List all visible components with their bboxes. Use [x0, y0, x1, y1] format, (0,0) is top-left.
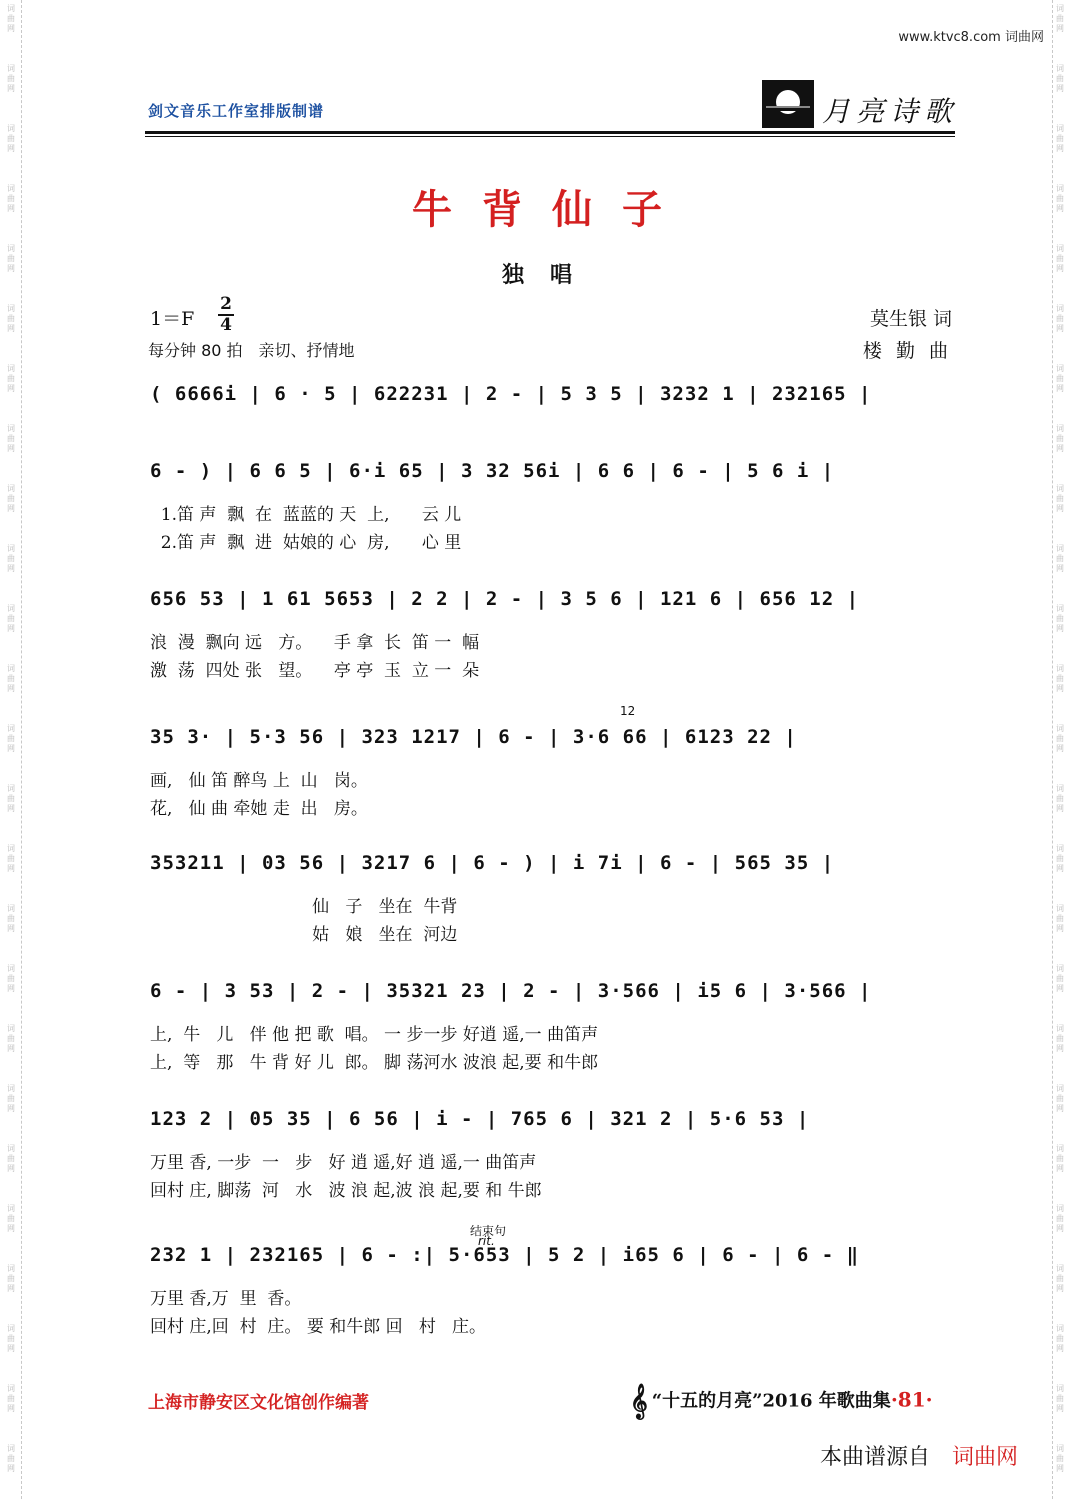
- treble-clef-icon: 𝄞: [630, 1384, 648, 1419]
- watermark-glyph: 词 曲 网: [1056, 664, 1064, 693]
- watermark-glyph: 词 曲 网: [1056, 604, 1064, 633]
- watermark-glyph: 词 曲 网: [1056, 124, 1064, 153]
- tempo-marking: 每分钟 80 拍 亲切、抒情地: [148, 341, 355, 360]
- watermark-glyph: 词 曲 网: [7, 364, 15, 393]
- lyric-verse-2: 花, 仙 曲 牵她 走 出 房。: [150, 799, 368, 819]
- time-top: 2: [220, 294, 232, 314]
- watermark-glyph: 词 曲 网: [1056, 1144, 1064, 1173]
- lyric-verse-2: 上, 等 那 牛 背 好 儿 郎。 脚 荡河水 波浪 起,要 和牛郎: [150, 1053, 599, 1073]
- watermark-glyph: 词 曲 网: [7, 184, 15, 213]
- watermark-glyph: 词 曲 网: [1056, 244, 1064, 273]
- section-mark: 结束句: [470, 1224, 507, 1238]
- notation-line: ( 6666i | 6 · 5 | 622231 | 2 - | 5 3 5 | 3232 1 | 232165 |: [150, 383, 872, 405]
- watermark-glyph: 词 曲 网: [7, 424, 15, 453]
- song-subtitle: 独唱: [501, 262, 598, 288]
- watermark-glyph: 词 曲 网: [1056, 184, 1064, 213]
- watermark-glyph: 词 曲 网: [7, 1084, 15, 1113]
- lyric-verse-2: 激 荡 四处 张 望。 亭 亭 玉 立 一 朵: [150, 661, 480, 681]
- song-title: 牛背仙子: [412, 186, 692, 233]
- watermark-glyph: 词 曲 网: [7, 64, 15, 93]
- publisher: 上海市静安区文化馆创作编著: [148, 1393, 369, 1413]
- notation-line: 353211 | 03 56 | 3217 6 | 6 - ) | i 7i | 6 - | 565 35 |: [150, 852, 835, 874]
- lyric-verse-2: 回村 庄, 脚荡 河 水 波 浪 起,波 浪 起,要 和 牛郎: [150, 1181, 542, 1201]
- watermark-glyph: 词 曲 网: [1056, 1264, 1064, 1293]
- watermark-glyph: 词 曲 网: [7, 964, 15, 993]
- watermark-glyph: 词 曲 网: [7, 124, 15, 153]
- watermark-glyph: 词 曲 网: [1056, 844, 1064, 873]
- collection-name: “十五的月亮”2016 年歌曲集: [651, 1390, 891, 1412]
- watermark-glyph: 词 曲 网: [1056, 1444, 1064, 1473]
- watermark-glyph: 词 曲 网: [1056, 964, 1064, 993]
- lyric-verse-1: 上, 牛 儿 伴 他 把 歌 唱。 一 步一步 好逍 遥,一 曲笛声: [150, 1025, 599, 1045]
- lyric-verse-2: 姑 娘 坐在 河边: [150, 925, 458, 945]
- watermark-glyph: 词 曲 网: [7, 244, 15, 273]
- watermark-glyph: 词 曲 网: [1056, 1084, 1064, 1113]
- watermark-glyph: 词 曲 网: [1056, 424, 1064, 453]
- lyric-verse-1: 仙 子 坐在 牛背: [150, 897, 458, 917]
- watermark-glyph: 词 曲 网: [1056, 1324, 1064, 1353]
- section-mark: 12: [620, 704, 636, 718]
- notation-line: 35 3· | 5·3 56 | 323 1217 | 6 - | 3·6 66 | 6123 22 |: [150, 726, 797, 748]
- studio-credit: 剑文音乐工作室排版制谱: [148, 102, 325, 120]
- watermark-glyph: 词 曲 网: [1056, 1024, 1064, 1053]
- watermark-glyph: 词 曲 网: [7, 1144, 15, 1173]
- watermark-glyph: 词 曲 网: [7, 1264, 15, 1293]
- watermark-glyph: 词 曲 网: [1056, 304, 1064, 333]
- lyric-verse-1: 1.笛 声 飘 在 蓝蓝的 天 上, 云 儿: [150, 505, 462, 525]
- watermark-glyph: 词 曲 网: [7, 784, 15, 813]
- key-signature: 1＝F: [150, 308, 195, 330]
- time-bottom: 4: [220, 315, 232, 335]
- time-signature: [218, 296, 234, 334]
- lyric-verse-1: 万里 香,万 里 香。: [150, 1289, 302, 1309]
- watermark-glyph: 词 曲 网: [1056, 484, 1064, 513]
- watermark-glyph: 词 曲 网: [7, 4, 15, 33]
- watermark-glyph: 词 曲 网: [7, 604, 15, 633]
- watermark-glyph: 词 曲 网: [7, 1024, 15, 1053]
- watermark-glyph: 词 曲 网: [1056, 784, 1064, 813]
- site-url[interactable]: www.ktvc8.com 词曲网: [898, 30, 1044, 45]
- lyric-verse-1: 画, 仙 笛 醉鸟 上 山 岗。: [150, 771, 368, 791]
- moon-logo-icon: [762, 80, 814, 128]
- collection-footer: [630, 1384, 933, 1419]
- page-number: ·81·: [890, 1387, 933, 1412]
- source-label: 本曲谱源自: [820, 1445, 931, 1470]
- source-credit: [820, 1440, 1018, 1471]
- watermark-glyph: 词 曲 网: [1056, 364, 1064, 393]
- watermark-glyph: 词 曲 网: [1056, 1204, 1064, 1233]
- header-rule-thin: [145, 136, 955, 137]
- watermark-glyph: 词 曲 网: [1056, 904, 1064, 933]
- watermark-glyph: 词 曲 网: [7, 1204, 15, 1233]
- ritardando-mark: rit.: [478, 1234, 495, 1248]
- lyricist: 莫生银 词: [869, 308, 952, 330]
- source-site-link[interactable]: 词曲网: [952, 1445, 1019, 1470]
- watermark-glyph: 词 曲 网: [7, 544, 15, 573]
- watermark-glyph: 词 曲 网: [7, 1444, 15, 1473]
- logo-text: 月亮诗歌: [822, 95, 959, 128]
- watermark-glyph: 词 曲 网: [1056, 1384, 1064, 1413]
- composer: 楼 勤 曲: [862, 340, 952, 362]
- notation-line: 232 1 | 232165 | 6 - :| 5·653 | 5 2 | i65 6 | 6 - | 6 - ‖: [150, 1244, 860, 1266]
- watermark-glyph: 词 曲 网: [7, 664, 15, 693]
- watermark-glyph: 词 曲 网: [1056, 64, 1064, 93]
- notation-line: 656 53 | 1 61 5653 | 2 2 | 2 - | 3 5 6 | 121 6 | 656 12 |: [150, 588, 860, 610]
- watermark-glyph: 词 曲 网: [7, 724, 15, 753]
- watermark-glyph: 词 曲 网: [7, 844, 15, 873]
- lyric-verse-1: 万里 香, 一步 一 步 好 逍 遥,好 逍 遥,一 曲笛声: [150, 1153, 537, 1173]
- watermark-glyph: 词 曲 网: [1056, 724, 1064, 753]
- watermark-glyph: 词 曲 网: [7, 1324, 15, 1353]
- watermark-glyph: 词 曲 网: [7, 304, 15, 333]
- notation-line: 6 - ) | 6 6 5 | 6·i 65 | 3 32 56i | 6 6 | 6 - | 5 6 i |: [150, 460, 835, 482]
- header-rule: [145, 131, 955, 134]
- watermark-glyph: 词 曲 网: [1056, 544, 1064, 573]
- notation-line: 123 2 | 05 35 | 6 56 | i - | 765 6 | 321 2 | 5·6 53 |: [150, 1108, 810, 1130]
- lyric-verse-2: 回村 庄,回 村 庄。 要 和牛郎 回 村 庄。: [150, 1317, 487, 1337]
- watermark-glyph: 词 曲 网: [7, 904, 15, 933]
- watermark-glyph: 词 曲 网: [7, 484, 15, 513]
- watermark-glyph: 词 曲 网: [7, 1384, 15, 1413]
- notation-line: 6 - | 3 53 | 2 - | 35321 23 | 2 - | 3·566 | i5 6 | 3·566 |: [150, 980, 872, 1002]
- lyric-verse-2: 2.笛 声 飘 进 姑娘的 心 房, 心 里: [150, 533, 462, 553]
- watermark-glyph: 词 曲 网: [1056, 4, 1064, 33]
- lyric-verse-1: 浪 漫 飘向 远 方。 手 拿 长 笛 一 幅: [150, 633, 480, 653]
